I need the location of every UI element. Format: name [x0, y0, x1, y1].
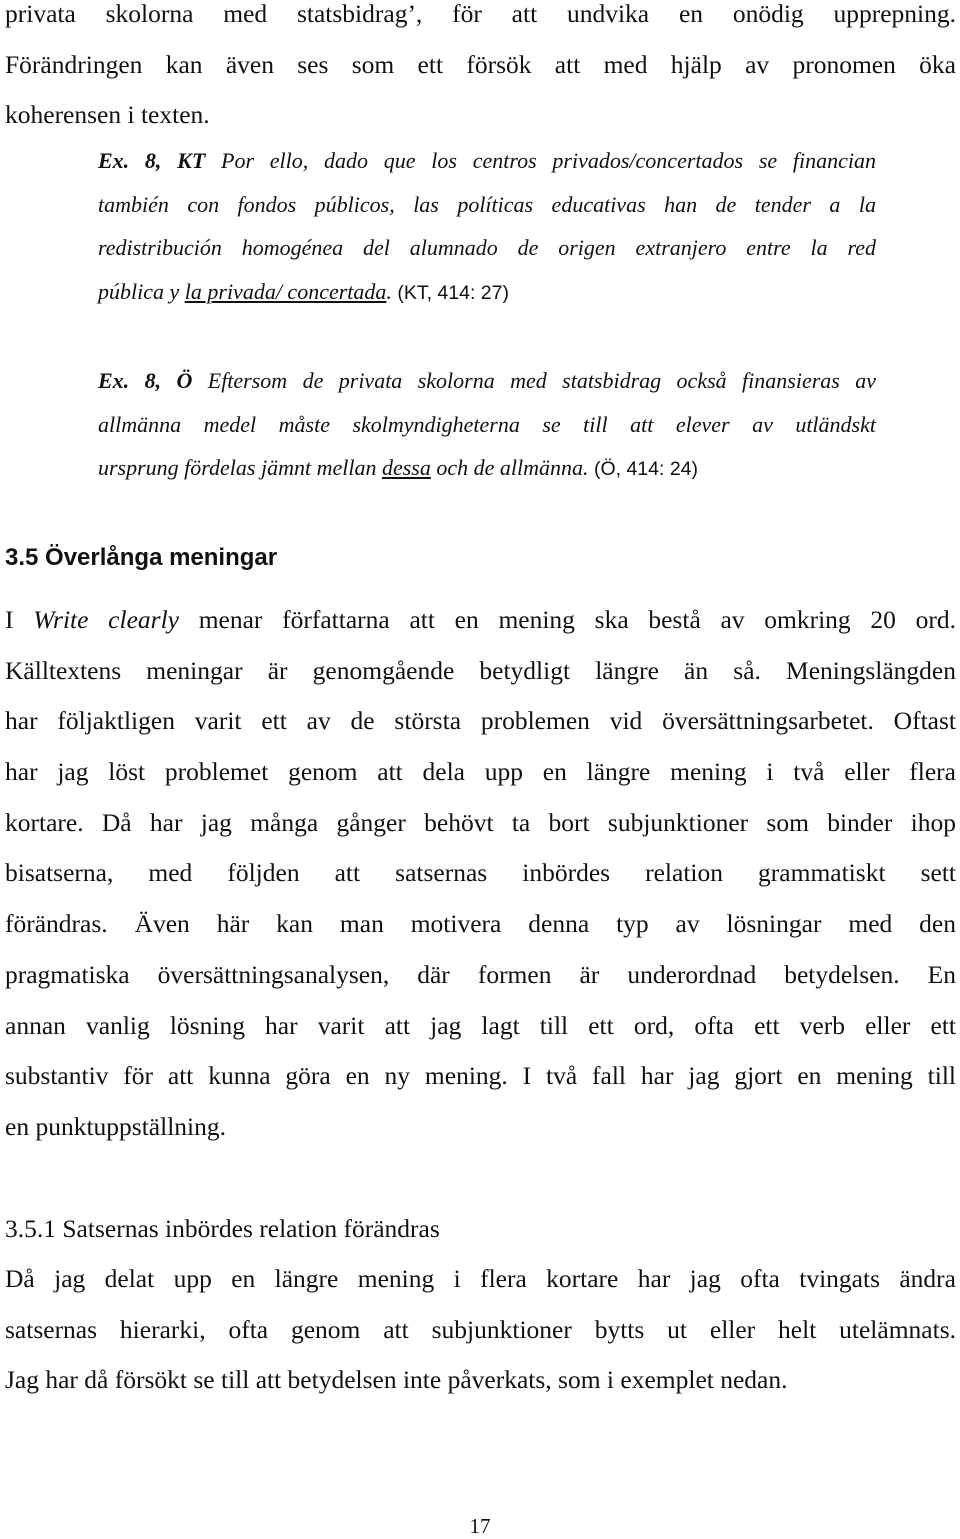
section-heading: 3.5 Överlånga meningar [5, 544, 278, 571]
text-line: también con fondos públicos, las políticas educativas han de tender a la [98, 191, 876, 217]
text-line: substantiv för att kunna göra en ny mening. I två fall har jag gjort en mening till [5, 1061, 956, 1091]
text-line: Förändringen kan även ses som ett försök att med hjälp av pronomen öka [5, 49, 956, 79]
underlined-phrase: dessa [381, 455, 431, 481]
text-line: kortare. Då har jag många gånger behövt ta bort subjunktioner som binder ihop [5, 807, 956, 837]
paragraph-intro [5, 0, 956, 141]
text-line: annan vanlig lösning har varit att jag lagt till ett ord, ofta ett verb eller ett [5, 1010, 956, 1040]
paragraph-clause-relations [5, 1254, 956, 1406]
text-line: Ex. 8, Ö Eftersom de privata skolorna med statsbidrag också finansieras av [98, 368, 876, 393]
example-spanish [98, 139, 876, 313]
text-line: privata skolorna med statsbidrag’, för att undvika en onödig upprepning. [5, 0, 956, 28]
text-line: Källtextens meningar är genomgående betydligt längre än så. Meningslängden [5, 655, 956, 685]
text-line: I Write clearly menar författarna att en mening ska bestå av omkring 20 ord. [5, 605, 956, 634]
example-swedish [98, 359, 876, 490]
text-line: pragmatiska översättningsanalysen, där formen är underordnad betydelsen. En [5, 959, 956, 989]
text-line: bisatserna, med följden att satsernas inbördes relation grammatiskt sett [5, 858, 956, 888]
book-title: Write clearly [33, 605, 179, 634]
page-number: 17 [469, 1514, 491, 1538]
text-line: ursprung fördelas jämnt mellan dessa och de allmänna. (Ö, 414: 24) [98, 455, 698, 481]
text-line: har följaktligen varit ett av de största problemen vid översättningsarbetet. Oftast [5, 706, 956, 736]
text-line: har jag löst problemet genom att dela upp en längre mening i två eller flera [5, 757, 956, 787]
underlined-phrase: la privada/ concertada [184, 278, 387, 304]
text-line: redistribución homogénea del alumnado de origen extranjero entre la red [98, 235, 876, 261]
text-line: satsernas hierarki, ofta genom att subjunktioner bytts ut eller helt utelämnats. [5, 1314, 956, 1344]
example-source: (Ö, 414: 24) [588, 458, 698, 481]
text-line: Jag har då försökt se till att betydelsen inte påverkats, som i exemplet nedan. [5, 1365, 788, 1395]
example-label: Ex. 8, Ö [98, 368, 193, 393]
text-line: Då jag delat upp en längre mening i flera kortare har jag ofta tvingats ändra [5, 1264, 956, 1293]
text-line: koherensen i texten. [5, 100, 210, 130]
paragraph-long-sentences [5, 595, 956, 1153]
text-line: förändras. Även här kan man motivera denna typ av lösningar med den [5, 909, 956, 939]
text-line: en punktuppställning. [5, 1111, 226, 1141]
example-label: Ex. 8, KT [98, 148, 206, 173]
text-line: Ex. 8, KT Por ello, dado que los centros privados/concertados se financian [98, 148, 876, 173]
text-line: allmänna medel måste skolmyndigheterna se till att elever av utländskt [98, 411, 876, 437]
text-line: pública y la privada/ concertada. (KT, 414: 27) [98, 278, 509, 304]
example-source: (KT, 414: 27) [391, 281, 509, 304]
subsection-heading: 3.5.1 Satsernas inbördes relation förändras [5, 1214, 440, 1243]
